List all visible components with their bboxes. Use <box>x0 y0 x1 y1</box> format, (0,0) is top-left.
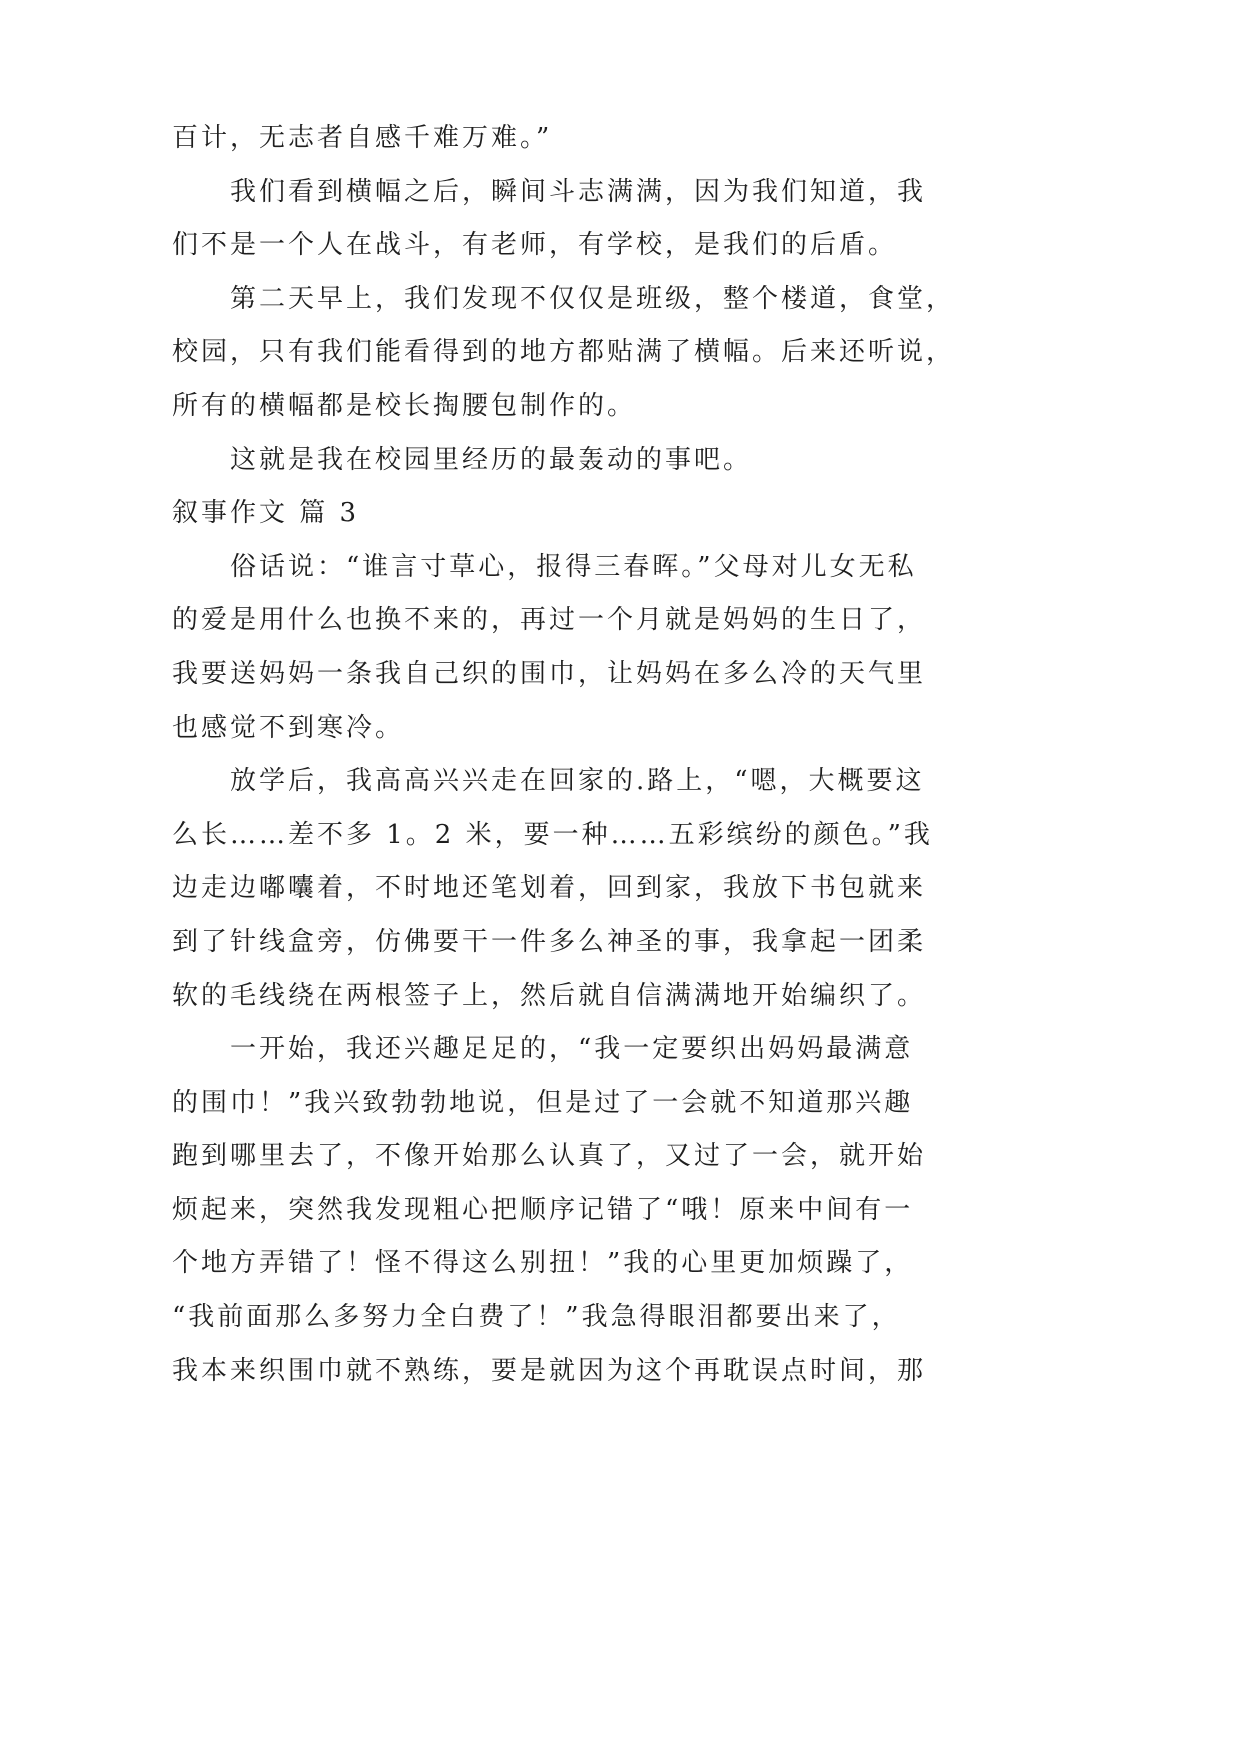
text-line: 烦起来，突然我发现粗心把顺序记错了“哦！原来中间有一 <box>172 1194 914 1225</box>
text-line: 软的毛线绕在两根签子上，然后就自信满满地开始编织了。 <box>172 980 927 1011</box>
text-line: 所有的横幅都是校长掏腰包制作的。 <box>172 390 637 421</box>
paragraph-start-line: 俗话说：“谁言寸草心，报得三春晖。”父母对儿女无私 <box>230 551 917 582</box>
text-line: 我要送妈妈一条我自己织的围巾，让妈妈在多么冷的天气里 <box>172 658 927 689</box>
text-line: “我前面那么多努力全白费了！”我急得眼泪都要出来了， <box>172 1302 901 1333</box>
text-line: 校园，只有我们能看得到的地方都贴满了横幅。后来还听说， <box>172 337 956 368</box>
paragraph-start-line: 放学后，我高高兴兴走在回家的.路上，“嗯，大概要这 <box>230 766 925 797</box>
paragraph-start-line: 这就是我在校园里经历的最轰动的事吧。 <box>230 444 753 475</box>
text-line: 跑到哪里去了，不像开始那么认真了，又过了一会，就开始 <box>172 1141 927 1172</box>
text-line: 边走边嘟囔着，不时地还笔划着，回到家，我放下书包就来 <box>172 873 927 904</box>
text-line: 我本来织围巾就不熟练，要是就因为这个再耽误点时间，那 <box>172 1355 927 1386</box>
text-line: 们不是一个人在战斗，有老师，有学校，是我们的后盾。 <box>172 230 898 261</box>
document-page <box>172 112 956 1398</box>
text-line: 也感觉不到寒冷。 <box>172 712 405 743</box>
paragraph-start-line: 我们看到横幅之后，瞬间斗志满满，因为我们知道，我 <box>230 176 927 207</box>
paragraph-start-line: 第二天早上，我们发现不仅仅是班级，整个楼道，食堂， <box>230 283 956 314</box>
text-line: 到了针线盒旁，仿佛要干一件多么神圣的事，我拿起一团柔 <box>172 926 927 957</box>
section-heading: 叙事作文 篇 3 <box>172 498 360 529</box>
paragraph-start-line: 一开始，我还兴趣足足的，“我一定要织出妈妈最满意 <box>230 1034 914 1065</box>
text-line: 百计，无志者自感千难万难。” <box>172 123 553 153</box>
text-line: 个地方弄错了！怪不得这么别扭！”我的心里更加烦躁了， <box>172 1248 914 1279</box>
text-line: 么长……差不多 1。2 米，要一种……五彩缤纷的颜色。”我 <box>172 819 933 850</box>
text-line: 的爱是用什么也换不来的，再过一个月就是妈妈的生日了， <box>172 605 927 636</box>
text-line: 的围巾！”我兴致勃勃地说，但是过了一会就不知道那兴趣 <box>172 1087 914 1118</box>
